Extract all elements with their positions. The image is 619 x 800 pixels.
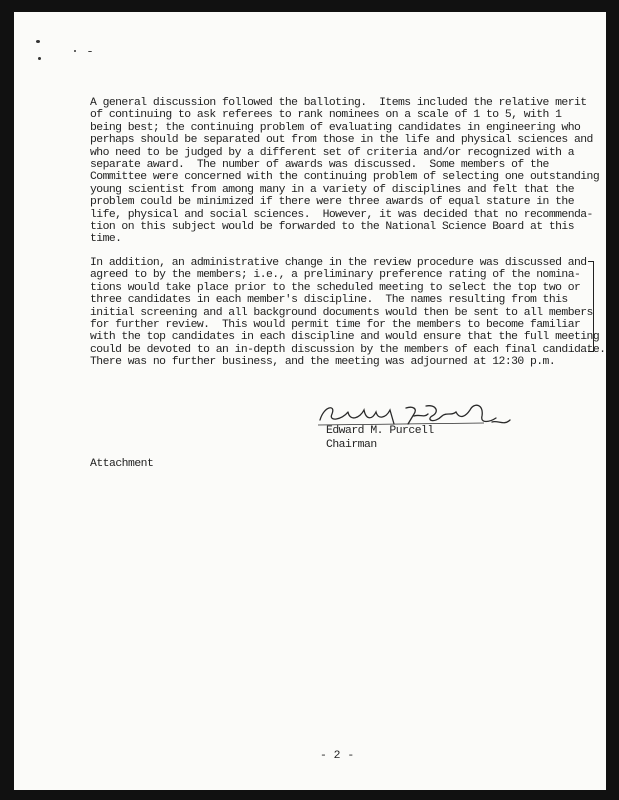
paragraph-administrative-change: In addition, an administrative change in the review procedure was discussed and agreed to by the members; i.e., a preliminary preference rating of the nomina- tions would take place prior to the scheduled meeting to select the top two or three candidates in each member's discipline. The names resulting from this initial screening and all background documents would then be sent to all members for further review. This would permit time for the members to become familiar with the top candidates in each discipline and would ensure that the full meeting could be devoted to an in-depth discussion by the members of each final candidate. bbox=[90, 257, 606, 356]
ink-speck bbox=[88, 51, 92, 52]
ink-speck bbox=[36, 40, 40, 43]
signer-title: Chairman bbox=[326, 439, 377, 451]
page-number: - 2 - bbox=[320, 750, 355, 762]
paragraph-discussion: A general discussion followed the balloting. Items included the relative merit of continuing to ask referees to rank nominees on a scale of 1 to 5, with 1 being best; the continuing problem of evaluating candidates in engineering who perhaps should be separated out from those in the life and physical sciences and who need to be judged by a different set of criteria and/or recognized with a separate award. The number of awards was discussed. Some members of the Committee were concerned with the continuing problem of selecting one outstanding young scientist from among many in a variety of disciplines and felt that the problem could be minimized if there were three awards of equal stature in the life, physical and social sciences. However, it was decided that no recommenda- tion on this subject would be forwarded to the National Science Board at this time. bbox=[90, 97, 600, 246]
document-page bbox=[14, 12, 606, 790]
signature-block bbox=[326, 424, 434, 452]
ink-speck bbox=[74, 50, 76, 52]
ink-speck bbox=[38, 57, 41, 60]
margin-bracket bbox=[588, 261, 594, 352]
paragraph-adjournment: There was no further business, and the meeting was adjourned at 12:30 p.m. bbox=[90, 356, 556, 368]
signer-name: Edward M. Purcell bbox=[326, 425, 434, 437]
attachment-label: Attachment bbox=[90, 458, 154, 470]
